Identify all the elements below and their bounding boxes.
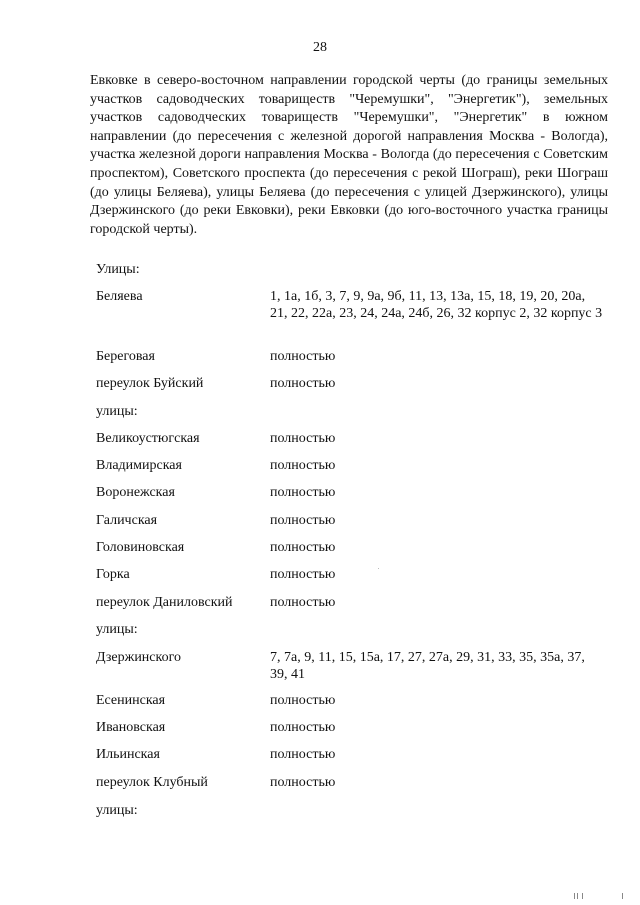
house-numbers: полностью	[270, 513, 336, 528]
house-numbers: 7, 7а, 9, 11, 15, 15а, 17, 27, 27а, 29, 31, 33, 35, 35а, 37, 39, 41	[270, 650, 585, 682]
scan-mark	[574, 893, 575, 899]
house-numbers: полностью	[270, 485, 336, 500]
street-name: переулок Буйский	[96, 376, 204, 391]
scan-mark	[582, 893, 583, 899]
street-name: Горка	[96, 567, 130, 582]
street-name: Беляева	[96, 289, 143, 304]
house-numbers: полностью	[270, 540, 336, 555]
section-heading: Улицы:	[96, 262, 140, 277]
street-name: Ильинская	[96, 747, 160, 762]
section-heading: улицы:	[96, 803, 138, 818]
street-name: Владимирская	[96, 458, 182, 473]
intro-paragraph: Евковке в северо-восточном направлении городской черты (до границы земельных участков садоводческих товариществ "Черемушки", "Энергетик"), земельных участков садоводческих товариществ "Черемушки", "Энергетик" в южном направлении (до пересечения с железной дорогой направления Москва - Вологда), участка железной дороги направления Москва - Вологда (до пересечения с Советским проспектом), Советского проспекта (до пересечения с рекой Шограш), реки Шограш (до улицы Беляева), улицы Беляева (до пересечения с улицей Дзержинского), улицы Дзержинского (до реки Евковки), реки Евковки (до юго-восточного участка границы городской черты).	[90, 73, 608, 237]
house-numbers: полностью	[270, 349, 336, 364]
street-name: Головиновская	[96, 540, 185, 555]
house-numbers: полностью	[270, 458, 336, 473]
page-number: 28	[313, 40, 327, 55]
section-heading: улицы:	[96, 404, 138, 419]
house-numbers: полностью	[270, 693, 336, 708]
scan-mark	[622, 893, 623, 899]
street-name: Береговая	[96, 349, 155, 364]
house-numbers: полностью	[270, 595, 336, 610]
street-name: Дзержинского	[96, 650, 181, 665]
house-numbers: полностью	[270, 567, 336, 582]
street-name: Великоустюгская	[96, 431, 200, 446]
street-name: переулок Клубный	[96, 775, 208, 790]
street-name: Ивановская	[96, 720, 166, 735]
house-numbers: 1, 1а, 1б, 3, 7, 9, 9а, 9б, 11, 13, 13а, 15, 18, 19, 20, 20а, 21, 22, 22а, 23, 24, 24а, 24б, 26, 32 корпус 2, 32 корпус 3	[270, 289, 603, 321]
house-numbers: полностью	[270, 431, 336, 446]
section-heading: улицы:	[96, 622, 138, 637]
house-numbers: полностью	[270, 376, 336, 391]
house-numbers: полностью	[270, 720, 336, 735]
street-name: Есенинская	[96, 693, 166, 708]
house-numbers: полностью	[270, 747, 336, 762]
street-name: переулок Даниловский	[96, 595, 233, 610]
house-numbers: полностью	[270, 775, 336, 790]
street-name: Воронежская	[96, 485, 175, 500]
street-name: Галичская	[96, 513, 158, 528]
scan-speck	[378, 568, 379, 569]
scan-mark	[577, 893, 578, 899]
